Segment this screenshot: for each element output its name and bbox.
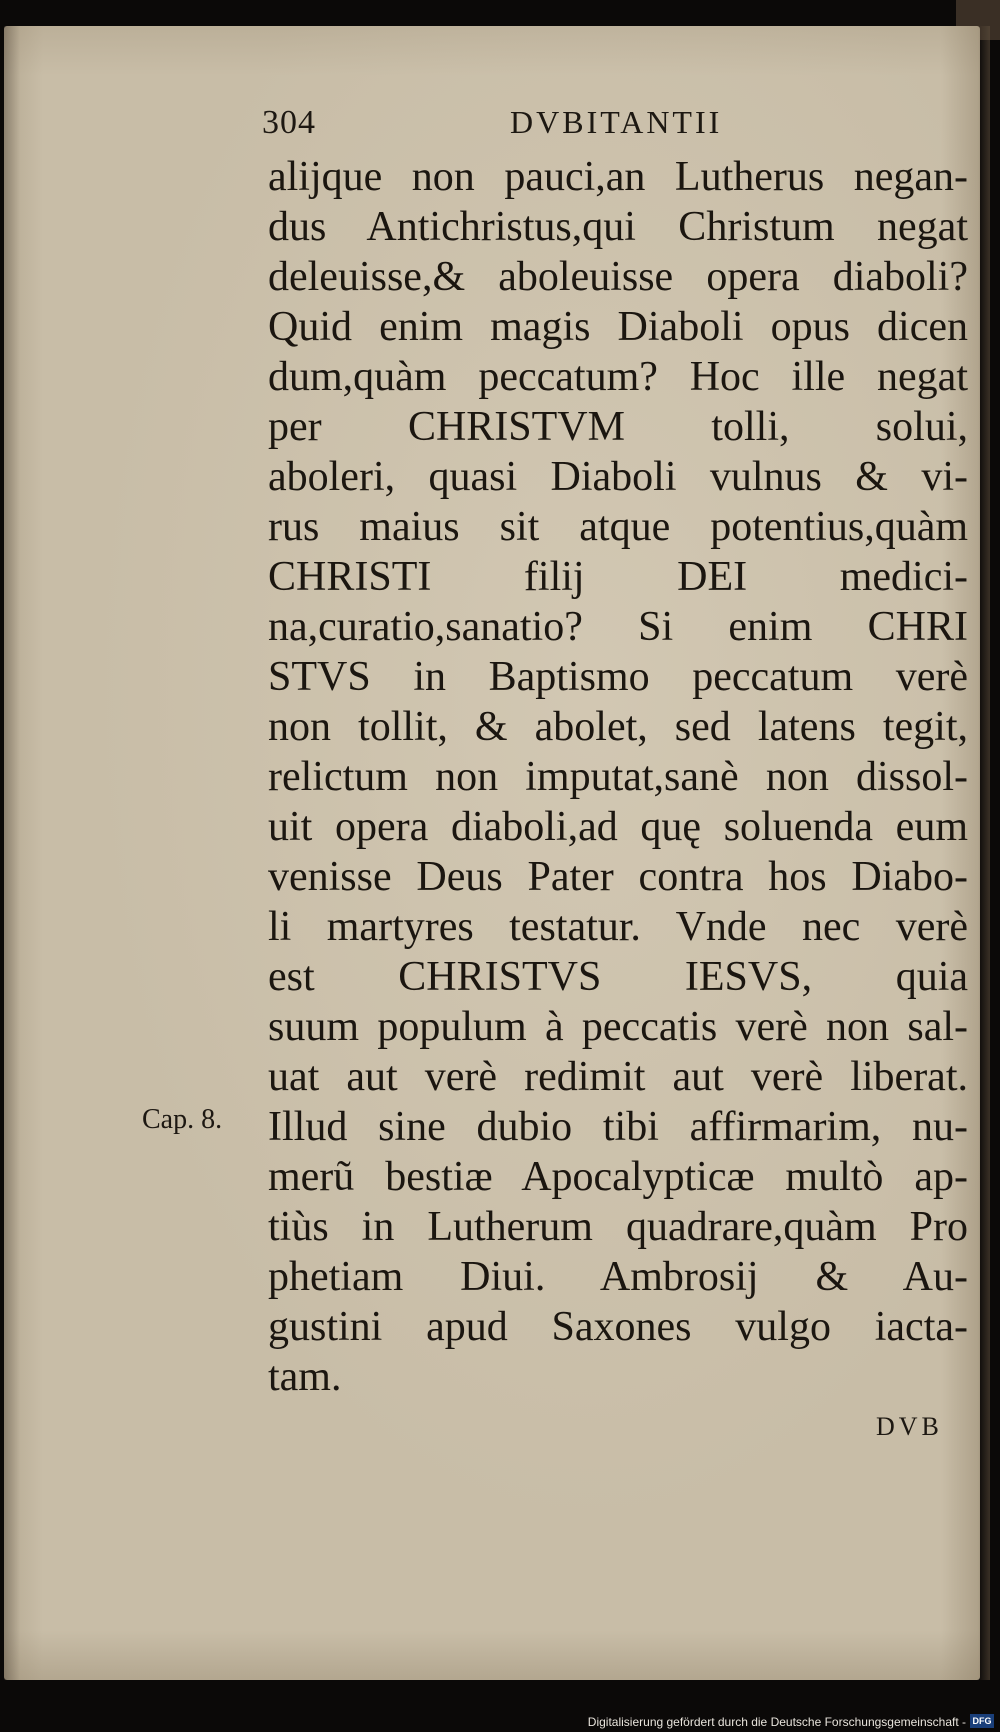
text-line: dum,quàm peccatum? Hoc ille negat [268,354,968,400]
text-line: rus maius sit atque potentius,quàm [268,504,968,550]
text-line: Quid enim magis Diaboli opus dicen [268,304,968,350]
text-line: Illud sine dubio tibi affirmarim, nu- [268,1104,968,1150]
text-line: non tollit, & abolet, sed latens tegit, [268,704,968,750]
text-line: alijque non pauci,an Lutherus negan- [268,154,968,200]
page-edge-shadow [978,26,990,1680]
text-line: li martyres testatur. Vnde nec verè [268,904,968,950]
text-line: deleuisse,& aboleuisse opera diaboli? [268,254,968,300]
page-number: 304 [262,104,316,141]
text-line: uit opera diaboli,ad quę soluenda eum [268,804,968,850]
catchword: DVB [876,1412,943,1441]
text-line: dus Antichristus,qui Christum negat [268,204,968,250]
gutter-shadow [4,26,20,1680]
running-head [262,104,762,152]
margin-note: Cap. 8. [142,1104,223,1135]
text-line: phetiam Diui. Ambrosij & Au- [268,1254,968,1300]
text-line: STVS in Baptismo peccatum verè [268,654,968,700]
text-line: relictum non imputat,sanè non dissol- [268,754,968,800]
text-line: uat aut verè redimit aut verè liberat. [268,1054,968,1100]
text-line: na,curatio,sanatio? Si enim CHRI [268,604,968,650]
text-line: tiùs in Lutherum quadrare,quàm Pro [268,1204,968,1250]
text-line: CHRISTI filij DEI medici- [268,554,968,600]
text-line: est CHRISTVS IESVS, quia [268,954,968,1000]
text-line: per CHRISTVM tolli, solui, [268,404,968,450]
text-line: aboleri, quasi Diaboli vulnus & vi- [268,454,968,500]
digitization-credit: Digitalisierung gefördert durch die Deutsche Forschungsgemeinschaft - [587,1715,966,1729]
body-text [268,152,968,1402]
text-line: venisse Deus Pater contra hos Diabo- [268,854,968,900]
dfg-logo-icon: DFG [970,1714,994,1728]
running-title: DVBITANTII [510,104,723,140]
text-line: suum populum à peccatis verè non sal- [268,1004,968,1050]
text-line: merũ bestiæ Apocalypticæ multò ap- [268,1154,968,1200]
text-line: tam. [268,1354,342,1400]
text-line: gustini apud Saxones vulgo iacta- [268,1304,968,1350]
